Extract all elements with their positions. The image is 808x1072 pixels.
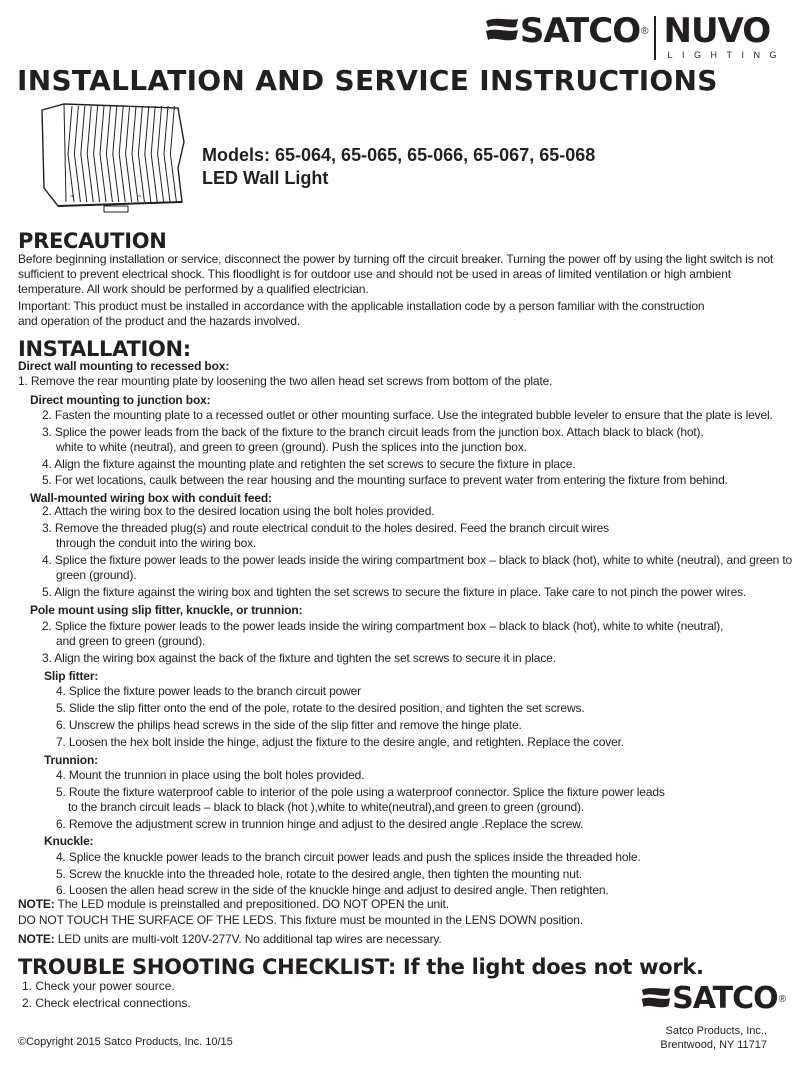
instruction-step: 1. Remove the rear mounting plate by loosening the two allen head set screws from bottom of the plate. xyxy=(18,374,553,388)
checklist-item: 2. Check electrical connections. xyxy=(22,996,191,1010)
instruction-step: 6. Loosen the allen head screw in the side of the knuckle hinge and adjust to desired angle. Then retighten. xyxy=(56,883,609,897)
nuvo-lighting-tagline: LIGHTING xyxy=(667,50,786,60)
models-list: Models: 65-064, 65-065, 65-066, 65-067, 65-068 xyxy=(202,145,596,165)
brand-logos xyxy=(484,11,786,60)
installation-heading: INSTALLATION: xyxy=(18,337,191,361)
instruction-step: white to white (neutral), and green to green (ground). Push the splices into the junction box. xyxy=(56,440,527,454)
section-subheading: Slip fitter: xyxy=(44,669,99,683)
note-label: NOTE: xyxy=(18,897,55,911)
instruction-step: 6. Remove the adjustment screw in trunnion hinge and adjust to the desired angle .Replace the screw. xyxy=(56,817,584,831)
section-subheading: Trunnion: xyxy=(44,753,98,767)
note-text-line2: DO NOT TOUCH THE SURFACE OF THE LEDS. This fixture must be mounted in the LENS DOWN position. xyxy=(18,913,583,927)
models-block xyxy=(202,144,595,190)
precaution-text: Before beginning installation or service, disconnect the power by turning off the circuit breaker. Turning the power off by using the light switch is not sufficient to prevent electrical shock. This floodlight is for outdoor use and should not be used in areas of limited ventilation or high ambient temperature. All work should be performed by a qualified electrician. xyxy=(18,252,774,296)
instruction-step: and green to green (ground). xyxy=(56,634,206,648)
note-label: NOTE: xyxy=(18,932,55,946)
footer-satco-logo xyxy=(640,981,786,1016)
instruction-step: 4. Splice the fixture power leads to the power leads inside the wiring compartment box – black to black (hot), white to white (neutral), and green to xyxy=(42,553,793,567)
instruction-step: 4. Align the fixture against the mounting plate and retighten the set screws to secure the fixture in place. xyxy=(42,457,576,471)
note-text: The LED module is preinstalled and prepositioned. DO NOT OPEN the unit. xyxy=(54,897,449,911)
copyright: ©Copyright 2015 Satco Products, Inc. 10/15 xyxy=(18,1036,233,1048)
nuvo-logo xyxy=(663,11,786,60)
brand-divider xyxy=(654,16,656,60)
section-subheading: Knuckle: xyxy=(44,834,94,848)
troubleshooting-heading: TROUBLE SHOOTING CHECKLIST: If the light does not work. xyxy=(18,955,704,979)
instruction-step: 2. Fasten the mounting plate to a recessed outlet or other mounting surface. Use the integrated bubble leveler to ensure that the plate is level. xyxy=(42,408,773,422)
instruction-step: to the branch circuit leads – black to black (hot ),white to white(neutral),and green to green (ground). xyxy=(68,800,585,814)
svg-text:": " xyxy=(70,194,74,202)
registered-mark: ® xyxy=(778,993,786,1005)
satco-wordmark: SATCO xyxy=(519,11,641,51)
instruction-step: green (ground). xyxy=(56,568,137,582)
instruction-step: 3. Remove the threaded plug(s) and route electrical conduit to the holes desired. Feed the branch circuit wires xyxy=(42,521,610,535)
svg-text:": " xyxy=(138,194,142,202)
instruction-step: 2. Splice the fixture power leads to the power leads inside the wiring compartment box – black to black (hot), white to white (neutral), xyxy=(42,619,724,633)
instruction-step: 3. Align the wiring box against the back of the fixture and tighten the set screws to secure it in place. xyxy=(42,651,556,665)
instruction-step: 4. Splice the knuckle power leads to the branch circuit power leads and push the splices inside the threaded hole. xyxy=(56,850,641,864)
instruction-step: 4. Mount the trunnion in place using the bolt holes provided. xyxy=(56,768,365,782)
instruction-step: 7. Loosen the hex bolt inside the hinge, adjust the fixture to the desire angle, and retighten. Replace the cover. xyxy=(56,735,624,749)
page-title: INSTALLATION AND SERVICE INSTRUCTIONS xyxy=(17,64,718,97)
section-subheading: Direct mounting to junction box: xyxy=(30,393,211,407)
instruction-step: through the conduit into the wiring box. xyxy=(56,536,257,550)
instruction-step: 5. Route the fixture waterproof cable to interior of the pole using a waterproof connector. Splice the fixture power leads xyxy=(56,785,665,799)
section-subheading: Wall-mounted wiring box with conduit feed: xyxy=(30,491,272,505)
company-name: Satco Products, Inc., xyxy=(665,1025,767,1037)
led-note xyxy=(18,896,583,928)
important-text: Important: This product must be installed in accordance with the applicable installation code by a person familiar with the construction and operation of the product and the hazards involved. xyxy=(18,299,705,328)
company-location: Brentwood, NY 11717 xyxy=(660,1039,767,1051)
instruction-step: 5. Align the fixture against the wiring box and tighten the set screws to secure the fixture in place. Take care to not pinch the power wires. xyxy=(42,585,747,599)
instruction-step: 5. For wet locations, caulk between the rear housing and the mounting surface to prevent water from entering the fixture from behind. xyxy=(42,473,728,487)
instruction-step: 5. Slide the slip fitter onto the end of the pole, rotate to the desired position, and tighten the set screws. xyxy=(56,701,585,715)
note-text: LED units are multi-volt 120V-277V. No additional tap wires are necessary. xyxy=(54,932,442,946)
instruction-step: 6. Unscrew the philips head screws in the side of the slip fitter and remove the hinge plate. xyxy=(56,718,522,732)
instruction-step: 3. Splice the power leads from the back of the fixture to the branch circuit leads from the junction box. Attach black to black (hot), xyxy=(42,425,704,439)
instruction-step: 5. Screw the knuckle into the threaded hole, rotate to the desired angle, then tighten the mounting nut. xyxy=(56,867,583,881)
product-name: LED Wall Light xyxy=(202,168,329,188)
troubleshooting-list xyxy=(22,978,191,1012)
nuvo-wordmark: NUVO xyxy=(663,11,771,51)
satco-swoosh-icon xyxy=(640,986,672,1012)
section-subheading: Pole mount using slip fitter, knuckle, or trunnion: xyxy=(30,603,303,617)
satco-wordmark: SATCO xyxy=(672,981,778,1016)
section-subheading: Direct wall mounting to recessed box: xyxy=(18,359,230,373)
satco-logo xyxy=(484,11,649,51)
registered-mark: ® xyxy=(641,25,649,37)
voltage-note xyxy=(18,932,442,946)
precaution-heading: PRECAUTION xyxy=(18,229,167,253)
checklist-item: 1. Check your power source. xyxy=(22,979,175,993)
instruction-step: 2. Attach the wiring box to the desired location using the bolt holes provided. xyxy=(42,504,435,518)
instruction-step: 4. Splice the fixture power leads to the branch circuit power xyxy=(56,684,362,698)
satco-swoosh-icon xyxy=(484,17,520,45)
company-address xyxy=(660,1024,767,1052)
led-wall-light-illustration xyxy=(38,102,188,214)
